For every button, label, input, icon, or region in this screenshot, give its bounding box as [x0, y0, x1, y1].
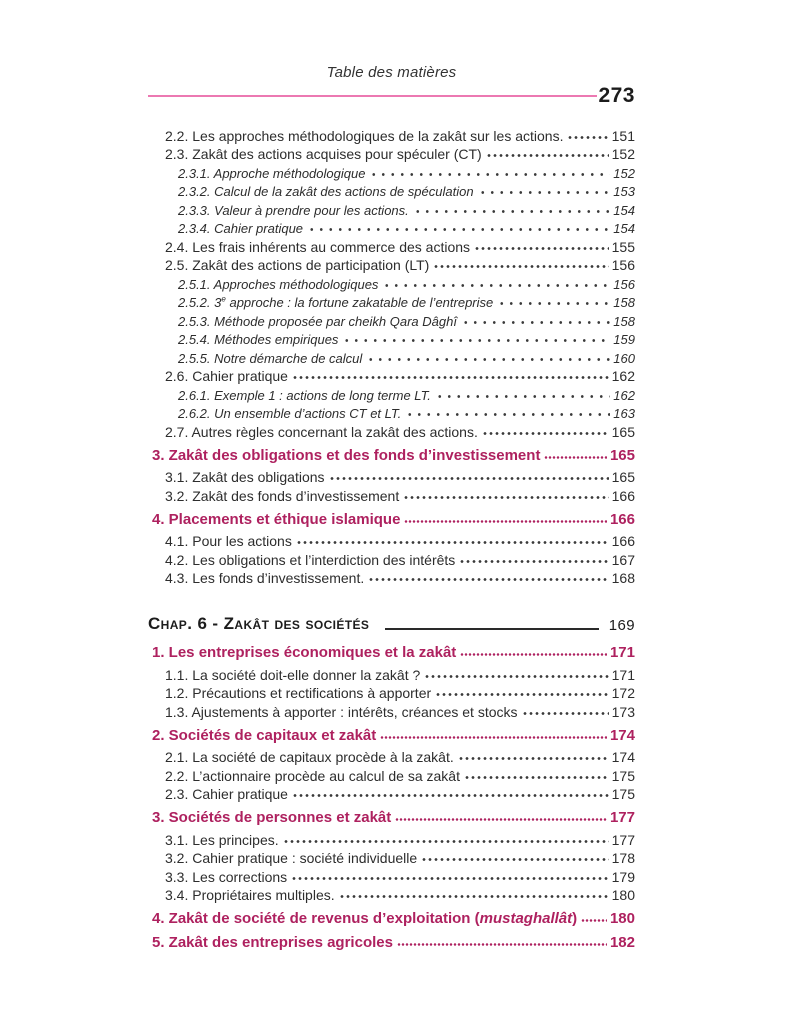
toc-entry-label: 2.6.2. Un ensemble d’actions CT et LT.	[178, 406, 402, 421]
toc-entry	[148, 641, 635, 661]
toc-entry-label: 4. Placements et éthique islamique	[152, 510, 401, 528]
toc-entry-label: 1. Les entreprises économiques et la zakât	[152, 644, 457, 661]
toc-entry	[148, 366, 635, 385]
dot-leader	[413, 208, 611, 215]
toc-entry-page: 151	[611, 127, 635, 144]
toc-entry-page: 156	[613, 276, 635, 292]
toc-entry-page: 182	[609, 934, 635, 951]
dot-leader	[435, 691, 608, 698]
toc-entry	[148, 747, 635, 766]
toc-entry	[148, 664, 635, 683]
toc-entry-label: 3. Zakât des obligations et des fonds d’investissement	[152, 446, 541, 464]
toc-entry	[148, 806, 635, 826]
toc-entry	[148, 829, 635, 848]
toc-entry-label: 2.1. La société de capitaux procède à la zakât.	[165, 749, 454, 765]
toc-entry-page: 152	[611, 146, 635, 162]
toc-entry-page: 162	[613, 387, 635, 403]
page-content	[148, 64, 635, 954]
dot-leader	[478, 189, 611, 196]
toc-entry-page: 173	[611, 703, 635, 720]
toc-entry-page: 159	[613, 332, 635, 347]
dot-leader	[544, 454, 607, 461]
toc-entry	[148, 384, 635, 403]
toc-entry-page: 154	[613, 221, 635, 236]
toc-entry-page: 165	[611, 423, 635, 440]
toc-entry-label: 4. Zakât de société de revenus d’exploitation (mustaghallât)	[152, 910, 578, 927]
toc-entry-page: 160	[613, 350, 635, 366]
header-rule	[148, 95, 597, 97]
dot-leader	[460, 651, 607, 658]
header-rule-row	[148, 84, 635, 108]
toc-list	[148, 125, 635, 951]
toc-entry	[148, 866, 635, 885]
toc-entry-page: 165	[611, 469, 635, 485]
dot-leader	[342, 337, 610, 344]
toc-entry-page: 175	[611, 786, 635, 802]
dot-leader	[382, 282, 610, 289]
toc-entry	[148, 255, 635, 274]
toc-entry-label: 2.2. L’actionnaire procède au calcul de sa zakât	[165, 767, 460, 784]
toc-entry	[148, 421, 635, 440]
dot-leader	[403, 494, 608, 501]
dot-leader	[292, 792, 609, 799]
toc-entry-page: 155	[611, 238, 635, 255]
toc-entry-label: 2.3.4. Cahier pratique	[178, 221, 304, 236]
toc-entry-page: 158	[613, 295, 635, 310]
dot-leader	[581, 917, 607, 924]
solid-line-leader	[385, 626, 598, 630]
page-header	[148, 64, 635, 108]
dot-leader	[329, 475, 609, 482]
toc-entry	[148, 403, 635, 422]
toc-entry-label: 2.5.3. Méthode proposée par cheikh Qara Dâghî	[178, 313, 457, 329]
dot-leader	[380, 734, 607, 741]
toc-entry-label: 2.2. Les approches méthodologiques de la zakât sur les actions.	[165, 127, 564, 144]
toc-entry	[148, 444, 635, 464]
toc-entry-page: 167	[611, 551, 635, 568]
dot-leader	[395, 816, 607, 823]
dot-leader	[368, 576, 608, 583]
dot-leader	[405, 411, 610, 418]
toc-entry-label: 2.3.1. Approche méthodologique	[178, 165, 366, 181]
toc-entry-label: 2.4. Les frais inhérents au commerce des actions	[165, 238, 471, 255]
dot-leader	[366, 356, 610, 363]
toc-entry-page: 158	[613, 313, 635, 329]
toc-entry	[148, 162, 635, 181]
toc-entry-page: 166	[611, 533, 635, 549]
dot-leader	[522, 710, 609, 717]
toc-entry-label: 2.3.3. Valeur à prendre pour les actions.	[178, 202, 409, 218]
dot-leader	[339, 893, 609, 900]
toc-entry-label: 2.5. Zakât des actions de participation (LT)	[165, 257, 430, 273]
toc-entry-label: 1.3. Ajustements à apporter : intérêts, créances et stocks	[165, 703, 518, 720]
dot-leader	[291, 875, 608, 882]
dot-leader	[486, 152, 609, 159]
toc-entry-page: 163	[613, 406, 635, 421]
toc-entry-label: 2.3. Cahier pratique	[165, 786, 288, 802]
toc-entry-page: 179	[611, 868, 635, 885]
toc-entry-label: 2.5.1. Approches méthodologiques	[178, 276, 379, 292]
toc-entry-page: 171	[609, 644, 635, 661]
toc-entry-label: 4.2. Les obligations et l’interdiction des intérêts	[165, 551, 456, 568]
toc-entry-label: 3.3. Les corrections	[165, 868, 288, 885]
toc-entry	[148, 144, 635, 163]
toc-entry-label: 4.3. Les fonds d’investissement.	[165, 570, 365, 586]
toc-entry-label: 2.6. Cahier pratique	[165, 368, 288, 384]
toc-entry-page: 177	[609, 809, 635, 826]
dot-leader	[369, 171, 610, 178]
dot-leader	[459, 558, 608, 565]
toc-entry-label: 2.5.4. Méthodes empiriques	[178, 332, 339, 347]
toc-entry-label: 3.1. Zakât des obligations	[165, 469, 325, 485]
toc-entry-page: 169	[608, 617, 635, 634]
toc-entry	[148, 568, 635, 587]
toc-entry	[148, 724, 635, 744]
dot-leader	[421, 856, 608, 863]
dot-leader	[433, 263, 608, 270]
toc-entry	[148, 931, 635, 951]
dot-leader	[404, 518, 607, 525]
toc-entry-label: 1.1. La société doit-elle donner la zakât ?	[165, 666, 421, 683]
toc-entry-label: 3.2. Zakât des fonds d’investissement	[165, 487, 400, 504]
toc-entry	[148, 907, 635, 927]
toc-entry	[148, 848, 635, 867]
toc-entry-label: 2.6.1. Exemple 1 : actions de long terme LT.	[178, 387, 431, 403]
toc-entry	[148, 181, 635, 200]
dot-leader	[497, 300, 610, 307]
toc-entry-label: 5. Zakât des entreprises agricoles	[152, 934, 393, 951]
dot-leader	[307, 226, 610, 233]
toc-entry-page: 171	[611, 666, 635, 683]
page-number: 273	[598, 84, 635, 107]
toc-chapter-row	[148, 610, 635, 634]
dot-leader	[424, 673, 608, 680]
toc-entry-label: 3.4. Propriétaires multiples.	[165, 887, 335, 903]
dot-leader	[283, 838, 609, 845]
dot-leader	[464, 774, 609, 781]
dot-leader	[567, 134, 608, 141]
toc-entry	[148, 467, 635, 486]
toc-entry-page: 166	[611, 487, 635, 504]
toc-entry	[148, 218, 635, 237]
toc-entry-label: 2.3.2. Calcul de la zakât des actions de spéculation	[178, 184, 474, 199]
toc-entry	[148, 531, 635, 550]
dot-leader	[397, 941, 607, 948]
dot-leader	[482, 430, 609, 437]
toc-entry-page: 165	[609, 446, 635, 464]
running-title: Table des matières	[326, 64, 457, 81]
toc-entry-label: 1.2. Précautions et rectifications à apporter	[165, 685, 432, 701]
toc-entry-page: 156	[611, 257, 635, 273]
toc-entry	[148, 765, 635, 784]
toc-entry	[148, 508, 635, 528]
toc-entry	[148, 329, 635, 348]
toc-entry-page: 175	[611, 767, 635, 784]
toc-entry	[148, 885, 635, 904]
toc-entry-page: 154	[613, 202, 635, 218]
toc-entry	[148, 292, 635, 311]
toc-entry	[148, 236, 635, 255]
toc-entry	[148, 549, 635, 568]
toc-entry	[148, 199, 635, 218]
toc-entry-label: 2.7. Autres règles concernant la zakât des actions.	[165, 423, 478, 440]
toc-entry-page: 180	[611, 887, 635, 903]
toc-entry	[148, 273, 635, 292]
toc-entry-label: 2.5.2. 3e approche : la fortune zakatable de l’entreprise	[178, 294, 494, 310]
toc-entry-label: 3.1. Les principes.	[165, 831, 279, 848]
toc-entry-page: 174	[611, 749, 635, 765]
toc-entry-label: 2.5.5. Notre démarche de calcul	[178, 350, 363, 366]
dot-leader	[458, 755, 609, 762]
toc-entry-label: 3. Sociétés de personnes et zakât	[152, 809, 392, 826]
toc-entry-label: 4.1. Pour les actions	[165, 533, 292, 549]
toc-entry-page: 180	[609, 910, 635, 927]
toc-entry	[148, 125, 635, 144]
toc-entry	[148, 347, 635, 366]
dot-leader	[474, 245, 609, 252]
toc-entry-page: 178	[611, 850, 635, 866]
toc-entry-page: 153	[613, 184, 635, 199]
toc-entry-page: 172	[611, 685, 635, 701]
toc-entry	[148, 485, 635, 504]
toc-entry-page: 166	[609, 510, 635, 528]
dot-leader	[296, 539, 609, 546]
toc-entry-page: 162	[611, 368, 635, 384]
toc-entry-label: 3.2. Cahier pratique : société individuelle	[165, 850, 418, 866]
toc-entry-label: Chap. 6 - Zakât des sociétés	[148, 614, 370, 633]
toc-entry-label: 2.3. Zakât des actions acquises pour spéculer (CT)	[165, 146, 482, 162]
toc-entry-label: 2. Sociétés de capitaux et zakât	[152, 726, 377, 744]
dot-leader	[435, 393, 610, 400]
toc-entry-page: 174	[609, 726, 635, 744]
dot-leader	[292, 374, 609, 381]
toc-entry	[148, 701, 635, 720]
dot-leader	[461, 319, 610, 326]
toc-entry-page: 168	[611, 570, 635, 586]
toc-entry-page: 177	[611, 831, 635, 848]
toc-entry	[148, 784, 635, 803]
toc-entry-page: 152	[613, 165, 635, 181]
toc-entry	[148, 683, 635, 702]
toc-entry	[148, 310, 635, 329]
